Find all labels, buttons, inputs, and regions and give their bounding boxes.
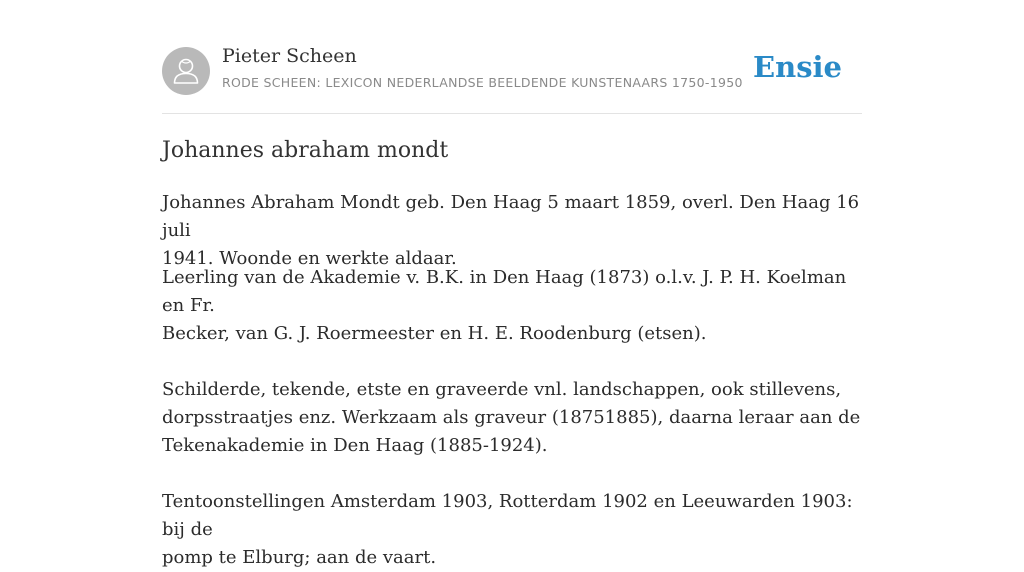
author-avatar[interactable] (162, 47, 210, 95)
article-header (162, 0, 862, 114)
user-silhouette-icon (162, 47, 210, 95)
author-name[interactable]: Pieter Scheen (222, 45, 357, 67)
source-title[interactable]: RODE SCHEEN: LEXICON NEDERLANDSE BEELDENDE KUNSTENAARS 1750-1950 (222, 75, 743, 90)
ensie-logo[interactable]: Ensie (753, 50, 842, 84)
article-title: Johannes abraham mondt (162, 138, 449, 163)
page-container (162, 0, 862, 568)
article-paragraph-1: Johannes Abraham Mondt geb. Den Haag 5 maart 1859, overl. Den Haag 16 juli 1941. Woonde en werkte aldaar. (162, 192, 860, 269)
article-paragraph-2: Leerling van de Akademie v. B.K. in Den Haag (1873) o.l.v. J. P. H. Koelman en Fr. Becker, van G. J. Roermeester en H. E. Roodenburg (etsen). Schilderde, tekende, etste en graveerde vnl. landschappen, ook stillevens, dorpsstraatjes enz. Werkzaam als graveur (18751885), daarna leraar aan de Tekenakademie in Den Haag (1885-1924). Tentoonstellingen Amsterdam 1903, Rotterdam 1902 en Leeuwarden 1903: bij de pomp te Elburg; aan de vaart. (162, 267, 861, 568)
